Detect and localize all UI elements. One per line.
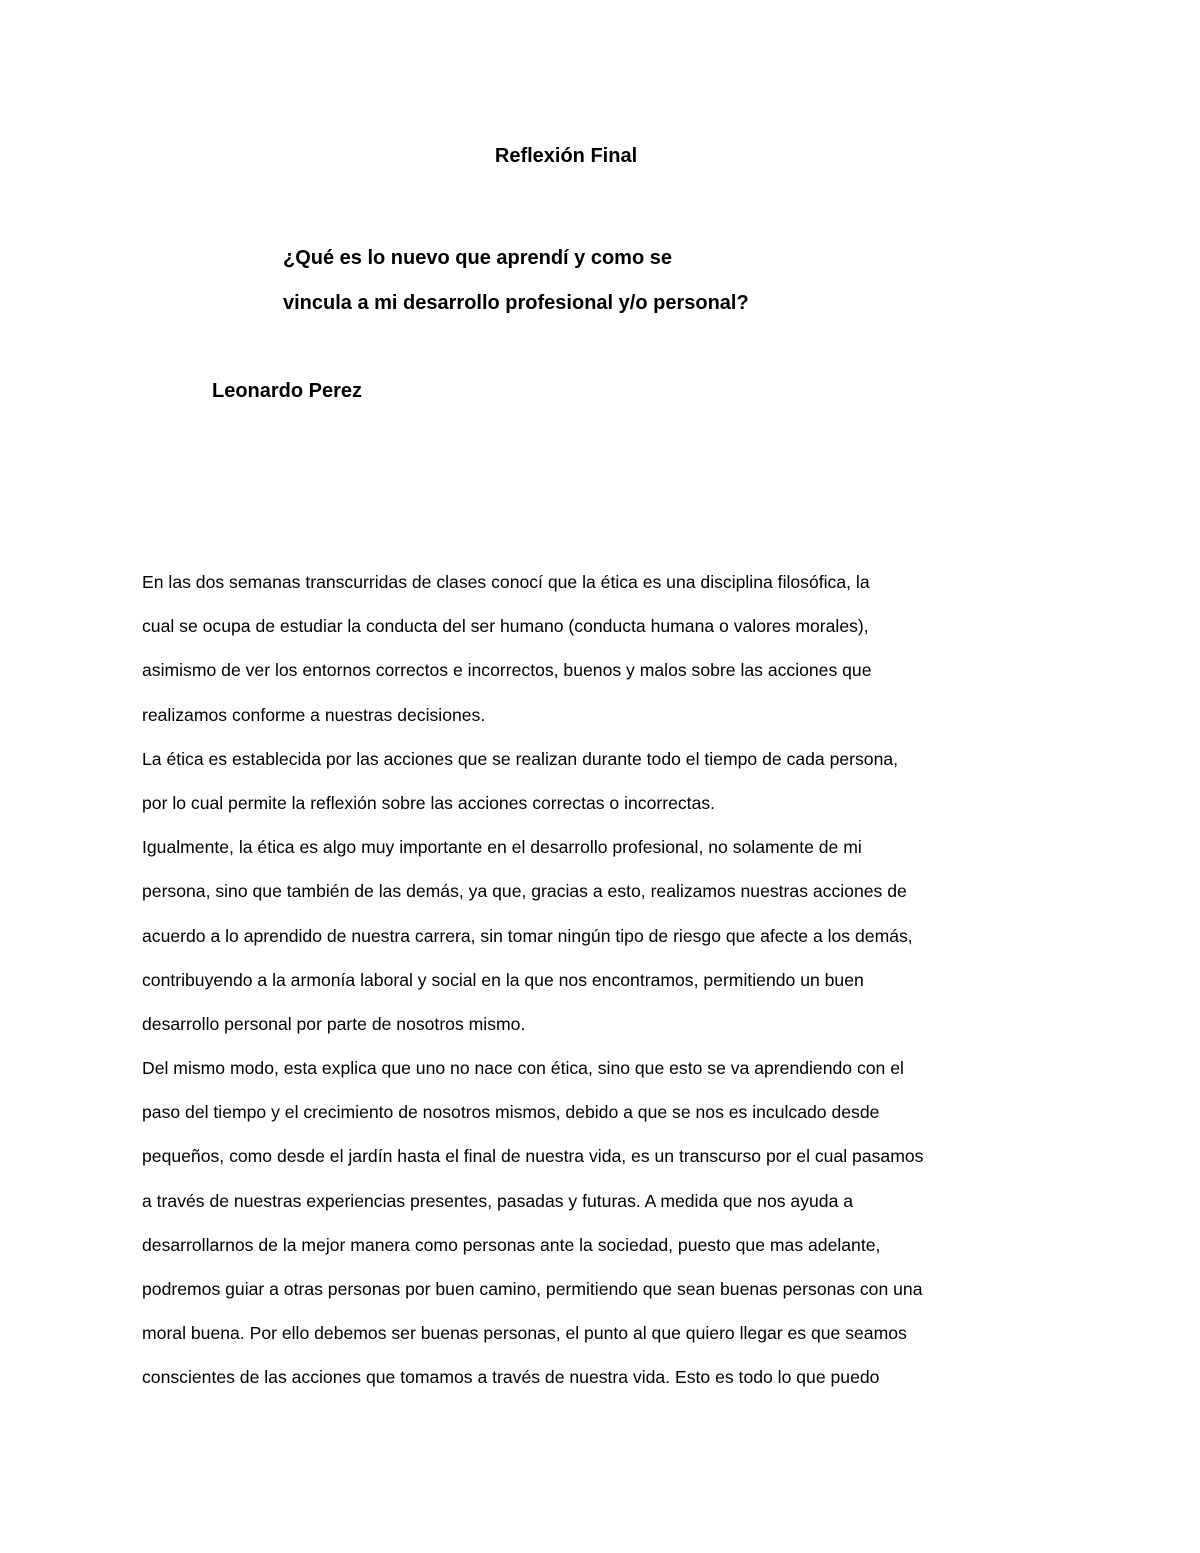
question-line-2: vincula a mi desarrollo profesional y/o personal?: [283, 292, 749, 314]
question-line-1: ¿Qué es lo nuevo que aprendí y como se: [283, 247, 672, 269]
body-line: podremos guiar a otras personas por buen camino, permitiendo que sean buenas personas con una: [142, 1279, 923, 1299]
body-paragraphs: [142, 560, 923, 1400]
body-line: asimismo de ver los entornos correctos e incorrectos, buenos y malos sobre las acciones que: [142, 660, 872, 681]
body-line: acuerdo a lo aprendido de nuestra carrera, sin tomar ningún tipo de riesgo que afecte a los demás,: [142, 925, 913, 946]
body-line: En las dos semanas transcurridas de clases conocí que la ética es una disciplina filosófica, la: [142, 572, 870, 592]
reflection-question: [283, 236, 749, 326]
body-line: paso del tiempo y el crecimiento de nosotros mismos, debido a que se nos es inculcado desde: [142, 1102, 880, 1123]
body-line: desarrollarnos de la mejor manera como personas ante la sociedad, puesto que mas adelante,: [142, 1234, 881, 1255]
body-line: moral buena. Por ello debemos ser buenas personas, el punto al que quiero llegar es que seamos: [142, 1323, 907, 1344]
body-line: a través de nuestras experiencias presentes, pasadas y futuras. A medida que nos ayuda a: [142, 1190, 854, 1211]
body-line: persona, sino que también de las demás, ya que, gracias a esto, realizamos nuestras acciones de: [142, 881, 907, 902]
body-line: desarrollo personal por parte de nosotros mismo.: [142, 1013, 526, 1034]
body-line: La ética es establecida por las acciones que se realizan durante todo el tiempo de cada persona,: [142, 748, 899, 769]
body-line: realizamos conforme a nuestras decisiones.: [142, 704, 486, 725]
body-line: por lo cual permite la reflexión sobre las acciones correctas o incorrectas.: [142, 792, 716, 813]
author-name: Leonardo Perez: [212, 380, 363, 402]
body-line: Del mismo modo, esta explica que uno no nace con ética, sino que esto se va aprendiendo con el: [142, 1058, 904, 1079]
body-line: contribuyendo a la armonía laboral y social en la que nos encontramos, permitiendo un buen: [142, 969, 864, 990]
body-line: pequeños, como desde el jardín hasta el final de nuestra vida, es un transcurso por el cual pasamos: [142, 1146, 924, 1167]
body-line: Igualmente, la ética es algo muy importante en el desarrollo profesional, no solamente de mi: [142, 837, 862, 858]
body-line: cual se ocupa de estudiar la conducta del ser humano (conducta humana o valores morales),: [142, 616, 869, 637]
document-title: Reflexión Final: [494, 145, 638, 167]
body-line: conscientes de las acciones que tomamos a través de nuestra vida. Esto es todo lo que puedo: [142, 1367, 880, 1388]
